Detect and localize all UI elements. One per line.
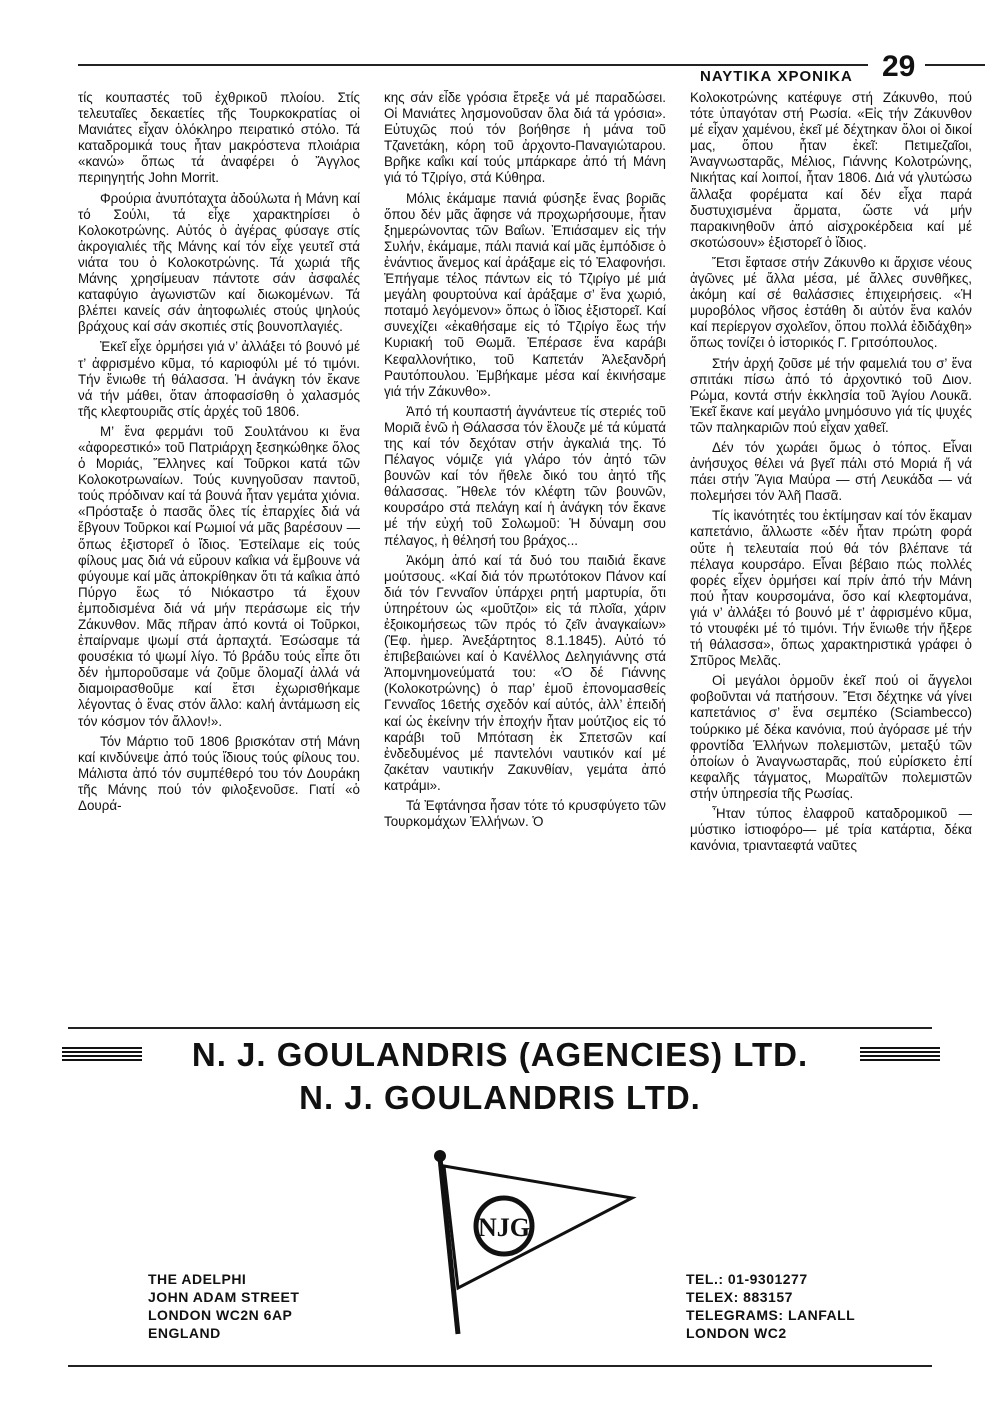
advert-company-line-2: N. J. GOULANDRIS LTD. xyxy=(299,1079,701,1116)
paragraph: Τίς ἱκανότητές του ἐκτίμησαν καί τόν ἔκαμαν καπετάνιο, ἄλλωστε «δέν ἦταν πρώτη φορά οὔτε ἡ τελευταία πού θά τόν βλέπανε τά πέλαγα κουρσάρο. Εἶναι βέβαιο πώς πολλές φορές εἶχεν ὁρμήσει καί πρίν ἀπό τήν Μάνη πού ἦταν κουρσομάνα, ὅσο καί κλεφτομάνα, γιά ν’ ἀλλάξει τό βουνό μέ τ’ ἀφρισμένο κῦμα, τό ντουφέκι μέ τό τιμόνι. Τήν ἔνιωθε τήν ἤξερε τή θάλασσα», ὅπως χαρακτηριστικά γράφει ὁ Σπῦρος Μελᾶς. xyxy=(690,508,972,669)
company-address xyxy=(148,1270,299,1342)
paragraph: Τά Ἐφτάνησα ἦσαν τότε τό κρυσφύγετο τῶν Τουρκομάχων Ἑλλήνων. Ὁ xyxy=(384,798,666,830)
address-line: THE ADELPHI xyxy=(148,1271,247,1287)
article-column-2 xyxy=(384,90,666,1010)
address-line: ENGLAND xyxy=(148,1325,221,1341)
paragraph: Μ’ ἕνα φερμάνι τοῦ Σουλτάνου κι ἕνα «ἀφορεστικό» τοῦ Πατριάρχη ξεσηκώθηκε ὅλος ὁ Μοριάς, Ἕλληνες καί Τοῦρκοι κατά τῶν Κολοκοτρωναίων. Τούς κυνηγοῦσαν παντοῦ, τούς πρόδιναν καί τά βουνά ἦταν γεμάτα χιόνια. «Πρόσταξε ὁ πασᾶς ὅλες τίς ἐπαρχίες διά νά ἔβγουν Τοῦρκοι καί Ρωμιοί νά μᾶς βαρέσουν — ὅπως ἐξιστορεῖ ὁ ἴδιος. Ἐστείλαμε εἰς τούς φίλους μας διά νά εὔρουν καΐκια νά ἔμβουνε νά φύγουμε καί μᾶς ἀποκρίθηκαν ὅτι τά καΐκια ἀπό Πύργο ἕως τό Νιόκαστρο τά ἔχουν ἐμποδισμένα διά νά μήν περάσωμε εἰς τήν Ζάκυνθον. Μᾶς πῆραν ἀπό κοντά οἱ Τοῦρκοι, ἐπαίρναμε ψωμί στά ἀρπαχτά. Ἐσώσαμε τά φουσέκια τό ψωμί λίγο. Τό βράδυ τούς εἶπε ὅτι δέν ἠμποροῦσαμε νά ζοῦμε ὅλομαζί ἀλλά νά διαμοιρασθοῦμε καί ἔτσι ἐχωρισθήκαμε λέγοντας ὁ ἕνας στόν ἄλλο: καλή ἀντάμωση εἰς τόν κόσμον τόν ἄλλον!». xyxy=(78,423,360,729)
page-number: 29 xyxy=(882,50,916,83)
contact-line: TELEGRAMS: LANFALL xyxy=(686,1307,856,1323)
magazine-title: ΝΑΥΤΙΚΑ ΧΡΟΝΙΚΑ xyxy=(700,68,853,85)
contact-line: LONDON WC2 xyxy=(686,1325,787,1341)
article-column-1 xyxy=(78,90,360,1010)
address-line: JOHN ADAM STREET xyxy=(148,1289,300,1305)
paragraph: Στήν ἀρχή ζοῦσε μέ τήν φαμελιά του σ’ ἕνα σπιτάκι πίσω ἀπό τό ἀρχοντικό τοῦ Διον. Ρώμα, κοντά στήν ἐκκλησία τοῦ Ἁγίου Λουκᾶ. Ἐκεῖ ἔκανε καί μεγάλο μνημόσυνο γιά τίς ψυχές τῶν παληκαριῶν πού εἶχαν χαθεῖ. xyxy=(690,355,972,435)
paragraph: Ἐκεῖ εἶχε ὁρμήσει γιά ν’ ἀλλάξει τό βουνό μέ τ’ ἀφρισμένο κῦμα, τό καριοφύλι μέ τό τιμόνι. Τήν ἔνιωθε τή θάλασσα. Ἡ ἀνάγκη τόν ἔκανε νά τήν μάθει, ὅταν ἀποφασίσθη ὁ χαλασμός τῆς κλεφτουριᾶς στίς ἀρχές τοῦ 1806. xyxy=(78,339,360,419)
advert-company-line-1: N. J. GOULANDRIS (AGENCIES) LTD. xyxy=(191,1036,809,1073)
paragraph: Ἀκόμη ἀπό καί τά δυό του παιδιά ἔκανε μούτσους. «Καί διά τόν πρωτότοκον Πάνον καί διά τόν Γενναῖον ὑπάρχει ρητή μαρτυρία, ὅτι ὑπηρέτουν ὡς «μοῦτζοι» εἰς τά πλοῖα, χάριν ἐξοικομήσεως τῶν πρός τό ζεῖν ἀναγκαίων» (Ἐφ. ἡμερ. Ἀνεξάρτητος 8.1.1845). Αὐτό τό ἐπιβεβαιώνει καί ὁ Κανέλλος Δεληγιάννης στά Ἀπομνημονεύματά του: «Ὁ δέ Γιάννης (Κολοκοτρώνης) ὁ παρ’ ἐμοῦ ἐπονομασθείς Γενναῖος 16ετής σχεδόν καί αὐτός, ἀλλ’ ἐπειδή καί ὡς ἐκείνην τήν ἐποχήν ἦταν μούτζιος εἰς τό καράβι τοῦ Μπόταση ἐκ Σπετσῶν καί ἐνδεδυμένος μέ παντελόνι ναυτικόν καί μέ ζακέταν ναυτικήν Ζακυνθίαν, γεμάτα ἀπό κατράμι». xyxy=(384,552,666,793)
company-contact xyxy=(686,1270,855,1342)
paragraph: τίς κουπαστές τοῦ ἐχθρικοῦ πλοίου. Στίς τελευταῖες δεκαετίες τῆς Τουρκοκρατίας οἱ Μανιάτες εἶχαν ὁλόκληρο πειρατικό στόλο. Τά καταδρομικά τους ἦταν μακρόστενα πλοιάρια «κανώ» ὅπως τά ἀναφέρει ὁ Ἄγγλος περιηγητής John Morrit. xyxy=(78,90,360,186)
paragraph: Κολοκοτρώνης κατέφυγε στή Ζάκυνθο, πού τότε ὑπαγόταν στή Ρωσία. «Εἰς τήν Ζάκυνθον μέ εἶχαν χαμένου, ἐκεῖ μέ δέχτηκαν ὅλοι οἱ δικοί μας, ὅπου ἦταν ἐκεῖ: Πετιμεζαῖοι, Ἀναγνωσταρᾶς, Μέλιος, Γιάννης Κολοτρώνης, Νικήτας καί λοιποί, ἦταν 1806. Διά νά γλυτώσω ἄλλαξα φορέματα καί δέν εἶχα παρά δυστυχισμένα ἄρματα, ὥστε νά μήν παρακινηθοῦν ἀπό αἰσχροκέρδεια καί μέ σκοτώσουν» ἐξιστορεῖ ὁ ἴδιος. xyxy=(690,90,972,250)
paragraph: Δέν τόν χωράει ὅμως ὁ τόπος. Εἶναι ἀνήσυχος θέλει νά βγεῖ πάλι στό Μοριά ἤ νά πάει στήν Ἅγια Μαύρα — στή Λευκάδα — νά πολεμήσει τόν Ἀλῆ Πασᾶ. xyxy=(690,439,972,504)
company-flag-logo xyxy=(418,1148,638,1338)
paragraph: Ἦταν τύπος ἐλαφροῦ καταδρομικοῦ — μύστικο ἱστιοφόρο— μέ τρία κατάρτια, δέκα κανόνια, τριανταεφτά ναῦτες xyxy=(690,806,972,854)
paragraph: Ἀπό τή κουπαστή ἀγνάντευε τίς στεριές τοῦ Μοριᾶ ἐνῶ ἡ Θάλασσα τόν ἔλουζε μέ τά κύματά της καί τόν δεχόταν στήν ἀγκαλιά της. Τό Πέλαγος νόμιζε γιά γλάρο τόν ἀητό τῶν βουνῶν καί τόν ἤθελε δικό του ἀητό τῆς θάλασσας. Ἤθελε τόν κλέφτη τῶν βουνῶν, κουρσάρο στά πελάγη καί ἡ ἀνάγκη τόν ἔκανε μέ τήν εὐχή τοῦ Σολωμοῦ: Ἡ δύναμη σου πέλαγος, ἡ θέλησή του βράχος... xyxy=(384,403,666,548)
advert-top-rule xyxy=(68,1027,932,1029)
paragraph: Οἱ μεγάλοι ὁρμοῦν ἐκεῖ πού οἱ ἄγγελοι φοβοῦνται νά πατήσουν. Ἔτσι δέχτηκε νά γίνει καπετάνιος σ’ ἕνα σεμπέκο (Sciambecco) τούρκικο μέ δέκα κανόνια, πού ἀγόρασε μέ τήν φροντίδα Ἑλλήνων πολεμιστῶν, μεταξύ τῶν ὁποίων ὁ Ἀναγνωσταρᾶς, πού εὑρίσκετο ἐπί κεφαλῆς τάγματος, Μωραϊτῶν πολεμιστῶν στήν ὑπηρεσία τῆς Ρωσίας. xyxy=(690,673,972,801)
contact-line: TELEX: 883157 xyxy=(686,1289,793,1305)
header-rule xyxy=(78,64,868,66)
paragraph: Μόλις ἐκάμαμε πανιά φύσηξε ἕνας βοριᾶς ὅπου δέν μᾶς ἄφησε νά προχωρήσουμε, ἦταν ξημερώνοντας τῶν Βαΐων. Ἐπιάσαμεν εἰς τήν Συλήν, ἐκάμαμε, πάλι πανιά καί μᾶς ἐμπόδισε ὁ ἐνάντιος ἄνεμος καί ἀράξαμε εἰς τό Ἐλαφονήσι. Ἐπήγαμε τέλος πάντων εἰς τό Τζιρίγο μέ μιά μεγάλη φουρτούνα καί ἀράξαμε σ’ ἕνα χωριό, ποταμό λεγόμενον» ὅπως ὁ ἴδιος ἐξιστορεῖ. Καί συνεχίζει «ἐκαθήσαμε εἰς τό Τζιρίγο ἕως τήν Κυριακή τοῦ Θωμᾶ. Ἐπέρασε ἕνα καράβι Κεφαλλονήτικο, τοῦ Καπετάν Ἀλεξανδρή Ραυτόπουλου. Ἐμβήκαμε μέσα καί ἐκινήσαμε γιά τήν Ζάκυνθο». xyxy=(384,190,666,399)
address-line: LONDON WC2N 6AP xyxy=(148,1307,293,1323)
paragraph: Ἔτσι ἔφτασε στήν Ζάκυνθο κι ἄρχισε νέους ἀγῶνες μέ ἄλλα μέσα, μέ ἄλλες συνθῆκες, ἀκόμη καί σέ θαλάσσιες ἐπιχειρήσεις. «Ἡ μυροβόλος νῆσος ἐστάθη δι αὐτόν ἕνα καλόν καί περίεργον σχολεῖον, ὅπου πολλά ἐδιδάχθη» ὅπως τονίζει ὁ ἱστορικός Γ. Γριτσόπουλος. xyxy=(690,254,972,351)
contact-line: TEL.: 01-9301277 xyxy=(686,1271,808,1287)
header-rule-right xyxy=(925,64,985,66)
pennant xyxy=(444,1166,632,1288)
paragraph: Φρούρια ἀνυπόταχτα ἀδούλωτα ἡ Μάνη καί τό Σούλι, τά εἶχε χαρακτηρίσει ὁ Κολοκοτρώνης. Αὐτός ὁ ἀγέρας φύσαγε στίς ἀκρογιαλιές τῆς Μάνης καί τόν εἶχε γευτεῖ στά νιάτα του ὁ Κολοκοτρώνης. Τά χωριά τῆς Μάνης χρησίμευαν πάντοτε σάν ἀσφαλές καταφύγιο ἀγωνιστῶν καί διωκομένων. Τά βλέπει κανείς σάν ἀητοφωλιές στούς ψηλούς βράχους καί σάν σκοπιές στίς βουνοπλαγιές. xyxy=(78,190,360,335)
monogram-letters: NJG xyxy=(478,1213,530,1242)
article-column-3 xyxy=(690,90,972,1010)
advert-bottom-rule xyxy=(68,1365,932,1367)
paragraph: Τόν Μάρτιο τοῦ 1806 βρισκόταν στή Μάνη καί κινδύνεψε ἀπό τούς ἴδιους τούς φίλους του. Μάλιστα ἀπό τόν συμπέθερό του τόν Δουράκη τῆς Μάνης πού τόν φιλοξενοῦσε. Γιατί «ὁ Δουρά- xyxy=(78,733,360,814)
paragraph: κης σάν εἶδε γρόσια ἔτρεξε νά μέ παραδώσει. Οἱ Μανιάτες λησμονοῦσαν ὅλα διά τά γρόσια». Εὐτυχῶς πού τόν βοήθησε ἡ μάνα τοῦ Τζανετάκη, κόρη τοῦ ἀρχοντο-Παναγιώταρου. Βρῆκε καΐκι καί τούς μπάρκαρε ἀπό τή Μάνη γιά τό Τζιρίγο, στά Κύθηρα. xyxy=(384,90,666,186)
